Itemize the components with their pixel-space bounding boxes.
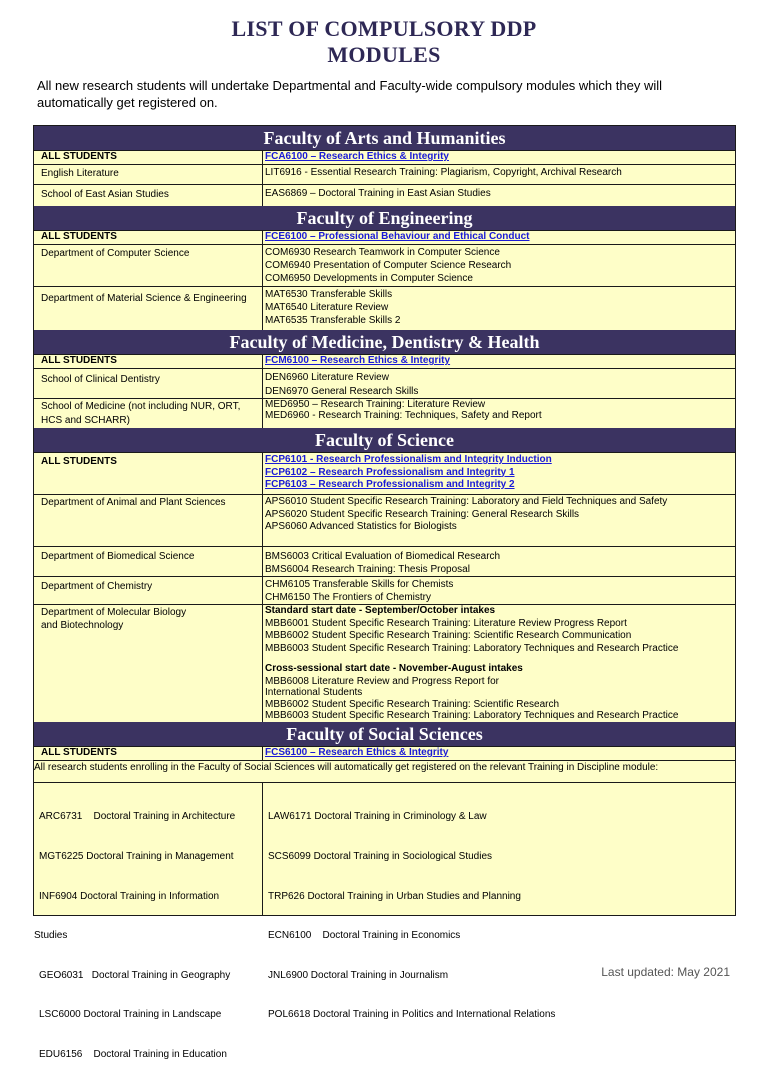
table-row — [34, 286, 735, 330]
department-name: Department of Chemistry — [34, 577, 263, 604]
module-link[interactable]: FCA6100 – Research Ethics & Integrity — [265, 151, 449, 162]
page-title-line2: MODULES — [327, 42, 441, 67]
module-item: LIT6916 - Essential Research Training: Plagiarism, Copyright, Archival Research — [265, 167, 622, 178]
module-item: MBB6002 Student Specific Research Training: Scientific Research Communication — [265, 630, 632, 641]
module-item: COM6950 Developments in Computer Science — [265, 273, 473, 284]
table-row — [34, 354, 735, 368]
module-item: MED6960 - Research Training: Techniques, Safety and Report — [265, 410, 542, 421]
intake-heading: Cross-sessional start date - November-August intakes — [265, 663, 523, 674]
module-item: BMS6004 Research Training: Thesis Proposal — [265, 564, 470, 575]
intro-text: All new research students will undertake Departmental and Faculty-wide compulsory modules which they will automatically get registered on. — [37, 78, 663, 110]
module-item: APS6060 Advanced Statistics for Biologists — [265, 521, 457, 532]
module-item: DEN6970 General Research Skills — [265, 386, 419, 397]
department-name: School of Clinical Dentistry — [34, 369, 263, 398]
intake-heading: Standard start date - September/October intakes — [265, 605, 496, 616]
module-item: INF6904 Doctoral Training in Information — [39, 890, 220, 902]
table-row — [34, 546, 735, 576]
module-item: Studies — [34, 930, 68, 942]
module-item: GEO6031 Doctoral Training in Geography — [39, 969, 231, 981]
module-item: ECN6100 Doctoral Training in Economics — [268, 930, 461, 942]
table-row — [34, 368, 735, 398]
all-students-label: ALL STUDENTS — [34, 355, 263, 368]
table-row — [34, 746, 735, 760]
department-name: Department of Molecular Biology — [41, 607, 187, 618]
module-item: MAT6535 Transferable Skills 2 — [265, 315, 401, 326]
all-students-label: ALL STUDENTS — [34, 747, 263, 760]
table-row — [34, 576, 735, 604]
last-updated: Last updated: May 2021 — [601, 965, 730, 979]
module-item: MBB6003 Student Specific Research Training: Laboratory Techniques and Research Practice — [265, 710, 679, 721]
department-name: School of Medicine (not including NUR, ORT, — [41, 401, 241, 412]
department-name: Department of Animal and Plant Sciences — [34, 495, 263, 546]
module-item: MAT6540 Literature Review — [265, 302, 389, 313]
module-link[interactable]: FCP6103 – Research Professionalism and Integrity 2 — [265, 479, 515, 490]
table-row — [34, 244, 735, 286]
module-item: LAW6171 Doctoral Training in Criminology & Law — [268, 811, 487, 823]
module-item: EDU6156 Doctoral Training in Education — [39, 1049, 227, 1061]
page-title-line1: LIST OF COMPULSORY DDP — [231, 16, 537, 41]
module-link[interactable]: FCM6100 – Research Ethics & Integrity — [265, 355, 451, 366]
module-item: CHM6150 The Frontiers of Chemistry — [265, 591, 431, 603]
department-name: Department of Material Science & Engineering — [34, 287, 263, 330]
table-row — [34, 604, 735, 722]
all-students-label: ALL STUDENTS — [34, 453, 263, 494]
module-item: APS6010 Student Specific Research Training: Laboratory and Field Techniques and Safety — [265, 496, 668, 507]
table-row — [34, 398, 735, 428]
module-item: EAS6869 – Doctoral Training in East Asian Studies — [265, 188, 491, 199]
department-name: and Biotechnology — [41, 620, 124, 631]
module-link[interactable]: FCS6100 – Research Ethics & Integrity — [265, 747, 449, 758]
faculty-heading-medicine: Faculty of Medicine, Dentistry & Health — [34, 330, 735, 354]
department-name: Department of Biomedical Science — [34, 547, 263, 576]
module-link[interactable]: FCE6100 – Professional Behaviour and Ethical Conduct — [265, 231, 530, 242]
faculty-heading-science: Faculty of Science — [34, 428, 735, 452]
module-item: MGT6225 Doctoral Training in Management — [39, 851, 234, 863]
module-link[interactable]: FCP6101 - Research Professionalism and Integrity Induction — [265, 454, 552, 465]
module-item: MBB6003 Student Specific Research Training: Laboratory Techniques and Research Practice — [265, 642, 679, 654]
module-item: DEN6960 Literature Review — [265, 372, 389, 383]
module-item: MBB6001 Student Specific Research Training: Literature Review Progress Report — [265, 617, 627, 629]
module-link[interactable]: FCP6102 – Research Professionalism and Integrity 1 — [265, 466, 515, 478]
table-row — [34, 164, 735, 184]
faculty-heading-engineering: Faculty of Engineering — [34, 206, 735, 230]
table-row — [34, 760, 735, 782]
department-name: School of East Asian Studies — [34, 185, 263, 206]
table-row — [34, 184, 735, 206]
social-sciences-note: All research students enrolling in the Faculty of Social Sciences will automatically get registered on the relevant Training in Discipline module: — [34, 762, 659, 773]
module-item: COM6940 Presentation of Computer Science Research — [265, 260, 512, 271]
module-item: TRP626 Doctoral Training in Urban Studies and Planning — [268, 890, 521, 902]
module-item: ARC6731 Doctoral Training in Architecture — [39, 811, 236, 823]
faculty-heading-social-sciences: Faculty of Social Sciences — [34, 722, 735, 746]
module-item: JNL6900 Doctoral Training in Journalism — [268, 969, 449, 981]
page-title — [0, 16, 768, 68]
department-name: HCS and SCHARR) — [41, 415, 130, 426]
module-item: LSC6000 Doctoral Training in Landscape — [39, 1009, 222, 1021]
module-item: MED6950 – Research Training: Literature Review — [265, 399, 486, 410]
module-item: CHM6105 Transferable Skills for Chemists — [265, 579, 454, 590]
faculty-heading-arts: Faculty of Arts and Humanities — [34, 126, 735, 150]
module-item: MAT6530 Transferable Skills — [265, 289, 393, 300]
table-row — [34, 230, 735, 244]
table-row — [34, 150, 735, 164]
all-students-label: ALL STUDENTS — [34, 151, 263, 164]
department-name: English Literature — [34, 165, 263, 184]
department-name: Department of Computer Science — [34, 245, 263, 286]
all-students-label: ALL STUDENTS — [34, 231, 263, 244]
module-item: BMS6003 Critical Evaluation of Biomedical Research — [265, 551, 501, 562]
module-item: COM6930 Research Teamwork in Computer Science — [265, 247, 500, 258]
module-item: SCS6099 Doctoral Training in Sociological Studies — [268, 851, 493, 863]
module-item: MBB6002 Student Specific Research Training: Scientific Research — [265, 698, 560, 710]
table-row — [34, 452, 735, 494]
module-item: APS6020 Student Specific Research Training: General Research Skills — [265, 508, 580, 520]
module-item: POL6618 Doctoral Training in Politics and International Relations — [268, 1009, 556, 1021]
module-item: International Students — [265, 687, 363, 698]
table-row — [34, 494, 735, 546]
module-item: MBB6008 Literature Review and Progress Report for — [265, 675, 500, 687]
